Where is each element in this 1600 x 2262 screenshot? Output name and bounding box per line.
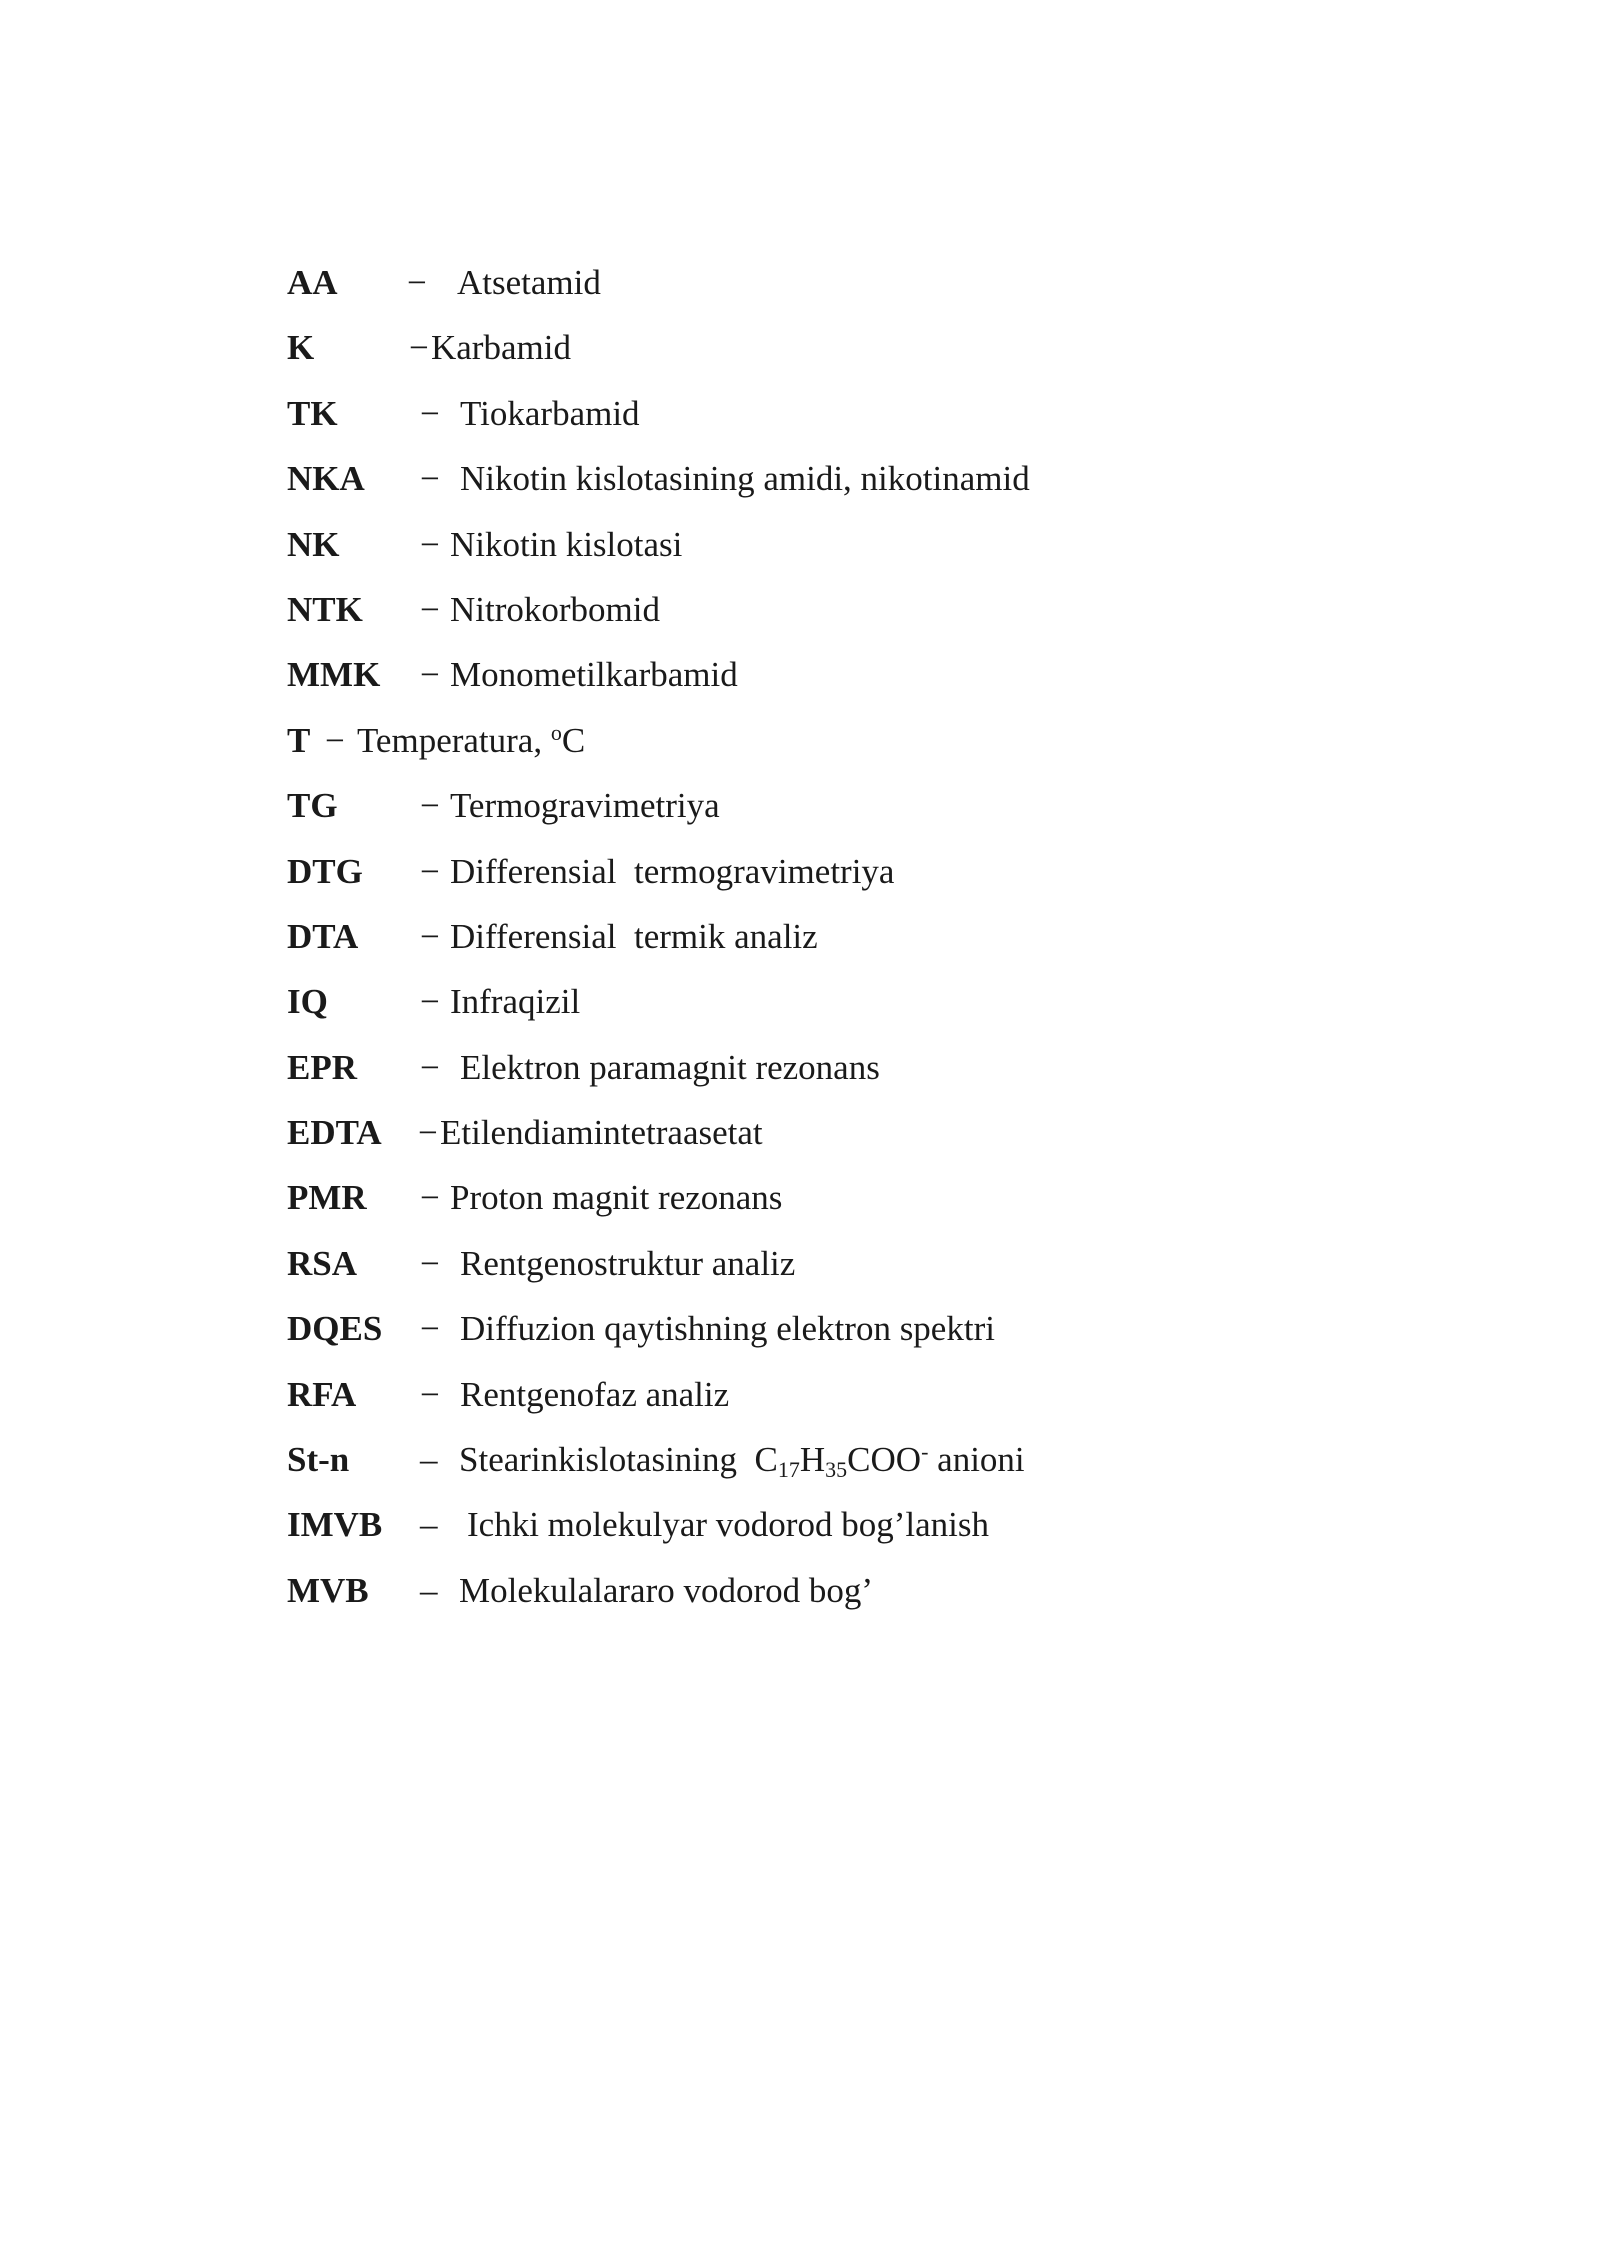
- abbreviation-separator: –: [420, 1505, 438, 1545]
- abbreviation-row-tg: [287, 773, 1387, 838]
- abbreviation-term: TG: [287, 786, 338, 826]
- abbreviation-row-dta: [287, 904, 1387, 969]
- abbreviation-definition: Monometilkarbamid: [450, 655, 738, 695]
- abbreviation-definition: Molekulalararo vodorod bog’: [459, 1570, 874, 1610]
- abbreviation-term: MVB: [287, 1570, 369, 1610]
- abbreviation-term: NK: [287, 524, 340, 564]
- abbreviation-term: St-n: [287, 1440, 350, 1480]
- definition-text: Stearinkislotasining C: [459, 1440, 778, 1480]
- formula-group: COO: [847, 1440, 922, 1480]
- abbreviation-separator: −: [420, 982, 440, 1022]
- abbreviation-term: K: [287, 328, 315, 368]
- abbreviation-term: NTK: [287, 589, 363, 629]
- abbreviation-definition: Tiokarbamid: [460, 393, 640, 433]
- abbreviation-definition: [357, 708, 585, 773]
- abbreviation-separator: −: [418, 1113, 438, 1153]
- abbreviation-separator: –: [420, 1570, 438, 1610]
- abbreviation-separator: −: [420, 1243, 440, 1283]
- abbreviation-separator: −: [420, 1047, 440, 1087]
- abbreviation-definition: Proton magnit rezonans: [450, 1178, 783, 1218]
- abbreviation-row-edta: [287, 1100, 1387, 1165]
- degree-superscript: o: [550, 719, 562, 745]
- abbreviation-row-aa: [287, 250, 1387, 315]
- formula-subscript: 35: [825, 1457, 848, 1483]
- definition-text: Temperatura,: [357, 720, 551, 760]
- abbreviation-term: DQES: [287, 1309, 383, 1349]
- abbreviation-definition: Etilendiamintetraasetat: [440, 1113, 763, 1153]
- abbreviation-row-rsa: [287, 1231, 1387, 1296]
- abbreviation-separator: −: [420, 851, 440, 891]
- abbreviation-separator: −: [407, 263, 427, 302]
- abbreviation-definition: Atsetamid: [457, 263, 601, 302]
- abbreviation-term: RSA: [287, 1243, 358, 1283]
- abbreviation-separator: −: [420, 1309, 440, 1349]
- abbreviation-row-mmk: [287, 642, 1387, 707]
- abbreviation-list: [287, 250, 1387, 1623]
- abbreviation-definition: Rentgenofaz analiz: [460, 1374, 730, 1414]
- abbreviation-definition: Nikotin kislotasining amidi, nikotinamid: [460, 459, 1030, 499]
- abbreviation-term: AA: [287, 263, 338, 302]
- definition-unit: C: [561, 720, 586, 760]
- abbreviation-row-epr: [287, 1035, 1387, 1100]
- abbreviation-definition: [459, 1427, 1025, 1492]
- abbreviation-definition: Infraqizil: [450, 982, 581, 1022]
- abbreviation-definition: Elektron paramagnit rezonans: [460, 1047, 880, 1087]
- abbreviation-row-iq: [287, 969, 1387, 1034]
- abbreviation-row-dqes: [287, 1296, 1387, 1361]
- abbreviation-definition: Rentgenostruktur analiz: [460, 1243, 796, 1283]
- abbreviation-row-t: [287, 708, 1387, 773]
- abbreviation-definition: Differensial termik analiz: [450, 916, 818, 956]
- abbreviation-definition: Ichki molekulyar vodorod bog’lanish: [467, 1505, 989, 1545]
- abbreviation-separator: −: [325, 720, 345, 760]
- abbreviation-term: RFA: [287, 1374, 357, 1414]
- abbreviation-term: PMR: [287, 1178, 367, 1218]
- formula-subscript: 17: [777, 1457, 800, 1483]
- abbreviation-definition: Nikotin kislotasi: [450, 524, 683, 564]
- abbreviation-term: DTG: [287, 851, 363, 891]
- abbreviation-separator: −: [420, 524, 440, 564]
- charge-superscript: -: [921, 1439, 929, 1465]
- abbreviation-separator: −: [420, 589, 440, 629]
- abbreviation-definition: Karbamid: [431, 328, 571, 368]
- abbreviation-separator: −: [420, 1374, 440, 1414]
- abbreviation-definition: Differensial termogravimetriya: [450, 851, 895, 891]
- abbreviation-definition: Nitrokorbomid: [450, 589, 660, 629]
- abbreviation-row-st-n: [287, 1427, 1387, 1492]
- abbreviation-separator: −: [420, 393, 440, 433]
- abbreviation-term: IMVB: [287, 1505, 383, 1545]
- abbreviation-term: TK: [287, 393, 338, 433]
- abbreviation-row-mvb: [287, 1558, 1387, 1623]
- abbreviation-separator: −: [420, 1178, 440, 1218]
- abbreviation-term: DTA: [287, 916, 359, 956]
- abbreviation-separator: −: [409, 328, 429, 368]
- abbreviation-definition: Diffuzion qaytishning elektron spektri: [460, 1309, 995, 1349]
- abbreviation-row-imvb: [287, 1492, 1387, 1557]
- abbreviation-term: EPR: [287, 1047, 357, 1087]
- abbreviation-term: EDTA: [287, 1113, 382, 1153]
- abbreviation-separator: −: [420, 655, 440, 695]
- abbreviation-row-pmr: [287, 1165, 1387, 1230]
- abbreviation-term: IQ: [287, 982, 328, 1022]
- abbreviation-term: T: [287, 720, 311, 760]
- abbreviation-row-k: [287, 315, 1387, 380]
- abbreviation-row-nk: [287, 512, 1387, 577]
- abbreviation-row-dtg: [287, 839, 1387, 904]
- abbreviation-term: MMK: [287, 655, 381, 695]
- abbreviation-separator: –: [420, 1440, 438, 1480]
- abbreviation-row-ntk: [287, 577, 1387, 642]
- abbreviation-term: NKA: [287, 459, 365, 499]
- abbreviation-row-rfa: [287, 1362, 1387, 1427]
- abbreviation-row-tk: [287, 381, 1387, 446]
- abbreviation-separator: −: [420, 786, 440, 826]
- formula-element: H: [799, 1440, 826, 1480]
- abbreviation-separator: −: [420, 459, 440, 499]
- abbreviation-definition: Termogravimetriya: [450, 786, 720, 826]
- abbreviation-row-nka: [287, 446, 1387, 511]
- abbreviation-separator: −: [420, 916, 440, 956]
- definition-tail: anioni: [928, 1440, 1025, 1480]
